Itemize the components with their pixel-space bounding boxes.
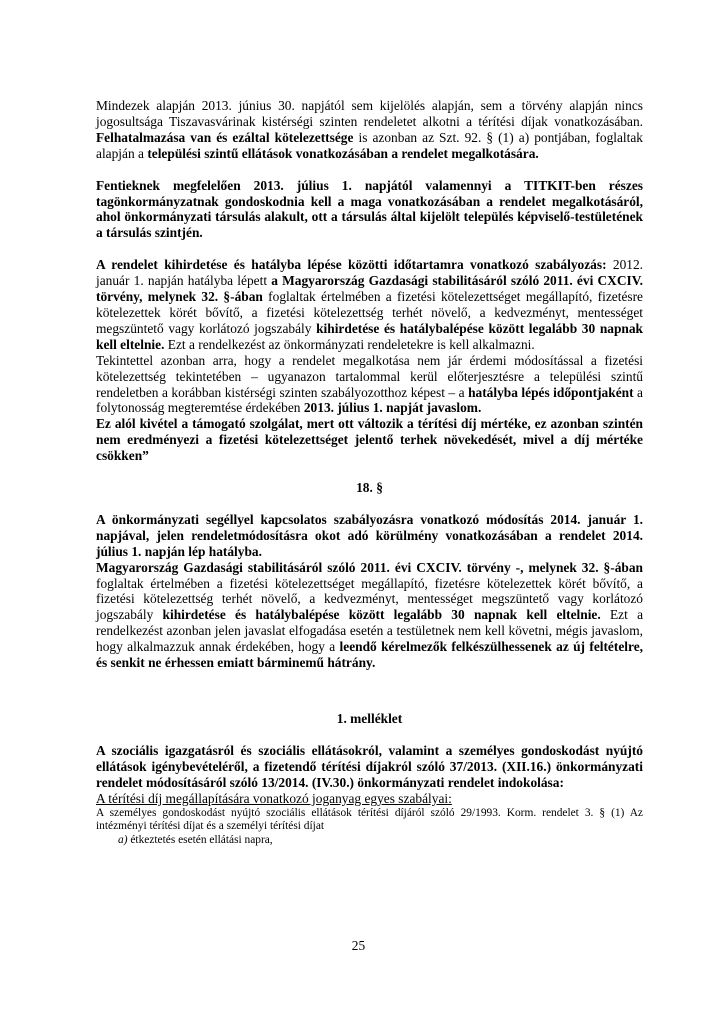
bold-text: települési szintű ellátások vonatkozásában a rendelet megalkotására. — [147, 145, 539, 161]
text: Ezt a rendelkezést azonban jelen javaslat elfogadása esetén a testületnek nem kell követni, mégis javaslom, hogy alkalmazzuk annak érdekében, hogy a — [96, 607, 644, 655]
bold-text: a Magyarország Gazdasági stabilitásáról szóló 2011. évi CXCIV. törvény, melynek 32. §-ában — [96, 273, 643, 305]
text: a folytonosság megteremtése érdekében — [96, 384, 643, 416]
text: Ezt a rendelkezést az önkormányzati rendeletekre is kell alkalmazni. — [164, 336, 535, 352]
bold-text: Felhatalmazása van és ezáltal kötelezettsége — [96, 129, 354, 145]
bold-text: A rendelet kihirdetése és hatályba lépése közötti időtartamra vonatkozó szabályozás: — [96, 257, 607, 273]
text: étkeztetés esetén ellátási napra, — [127, 833, 273, 846]
text: foglaltak értelmében a fizetési kötelezettséget megállapító, fizetésre kötelezettek körét bővítő, a fizetési kötelezettség terhét növelő, a kedvezményt, mentességet megszüntető vagy korlátozó jogszabály — [96, 289, 644, 336]
paragraph-meals-item — [96, 834, 643, 848]
paragraph-authorization — [96, 98, 643, 162]
section-heading: 18. § — [356, 480, 383, 496]
annex-heading: 1. melléklet — [336, 711, 403, 726]
paragraph-effective-date — [96, 353, 643, 417]
bold-text: 2013. július 1. napját javaslom. — [303, 400, 482, 416]
page-number: 25 — [351, 938, 366, 953]
bold-text: kihirdetése és hatálybalépése között legalább 30 napnak kell eltelnie. — [96, 320, 643, 352]
text: foglaltak értelmében a fizetési kötelezettséget megállapító, fizetésre kötelezettek körét bővítő, a fizetési kötelezettség terhét növelő, a kedvezményt, mentességet megszüntető vagy korlátozó jogszabály — [96, 575, 643, 623]
paragraph-aid-amendment: A önkormányzati segéllyel kapcsolatos szabályozásra vonatkozó módosítás 2014. január 1. napjával, jelen rendeletmódosításra okot adó körülmény vonatkozásában a rendelet 2014. július 1. napján lép hatályba. — [96, 511, 643, 559]
paragraph-fee-rules: A térítési díj megállapítására vonatkozó joganyag egyes szabályai: — [96, 790, 452, 806]
paragraph-member-obligation: Fentieknek megfelelően 2013. július 1. napjától valamennyi a TITKIT-ben részes tagönkormányzatnak gondoskodnia kell a maga vonatkozásában a rendelet megalkotásáról, ahol önkormányzati társulás alakult, ott a társulás által kijelölt település képviselő-testületének a társulás szintjén. — [96, 177, 643, 241]
bold-text: Magyarország Gazdasági stabilitásáról szóló 2011. évi CXCIV. törvény -, melynek 32. §-ában — [96, 559, 643, 575]
text: is azonban az Szt. 92. § (1) a) pontjában, foglaltak alapján a — [96, 129, 644, 161]
bold-text: leendő kérelmezők felkészülhessenek az új feltételre, és senkit ne érhessen emiatt bárminemű hátrány. — [96, 639, 643, 671]
text: Tekintettel azonban arra, hogy a rendelet megalkotása nem jár érdemi módosítással a fizetési kötelezettség tekintetében – ugyanazon tartalommal kerül előterjesztésre a települési szintű rendeletben a korábban kistérségi szinten szabályozotthoz képest – a — [96, 352, 643, 400]
text: 2012. január 1. napján hatályba lépett — [96, 257, 643, 289]
bold-text: kihirdetése és hatálybalépése között legalább 30 napnak kell eltelnie. — [162, 607, 601, 623]
paragraph-promulgation-rule — [96, 257, 643, 352]
item-letter: a) — [118, 833, 128, 846]
paragraph-decree-citation: A személyes gondoskodást nyújtó szociális ellátások térítési díjáról szóló 29/1993. Korm. rendelet 3. § (1) Az intézményi térítési díjat és a személyi térítési díjat — [96, 806, 643, 833]
text: Mindezek alapján 2013. június 30. napjától sem kijelölés alapján, sem a törvény alapján nincs jogosultsága Tiszavasvárinak kistérségi szinten rendeletet alkotni a térítési díjak vonatkozásában. — [96, 98, 643, 129]
paragraph-annex-title: A szociális igazgatásról és szociális ellátásokról, valamint a személyes gondoskodást nyújtó ellátások igénybevételéről, a fizetendő térítési díjakról szóló 37/2013. (XII.16.) önkormányzati rendelet módosításáról szóló 13/2014. (IV.30.) önkormányzati rendelet indokolása: — [96, 742, 643, 790]
document-page — [96, 98, 643, 847]
bold-text: hatályba lépés időpontjaként — [468, 384, 634, 400]
paragraph-exception: Ez alól kivétel a támogató szolgálat, mert ott változik a térítési díj mértéke, ez azonban szintén nem eredményezi a fizetési kötelezettséget jelentő terhek növekedését, mivel a díj mértéke csökken” — [96, 416, 643, 464]
paragraph-stability-act — [96, 560, 643, 671]
